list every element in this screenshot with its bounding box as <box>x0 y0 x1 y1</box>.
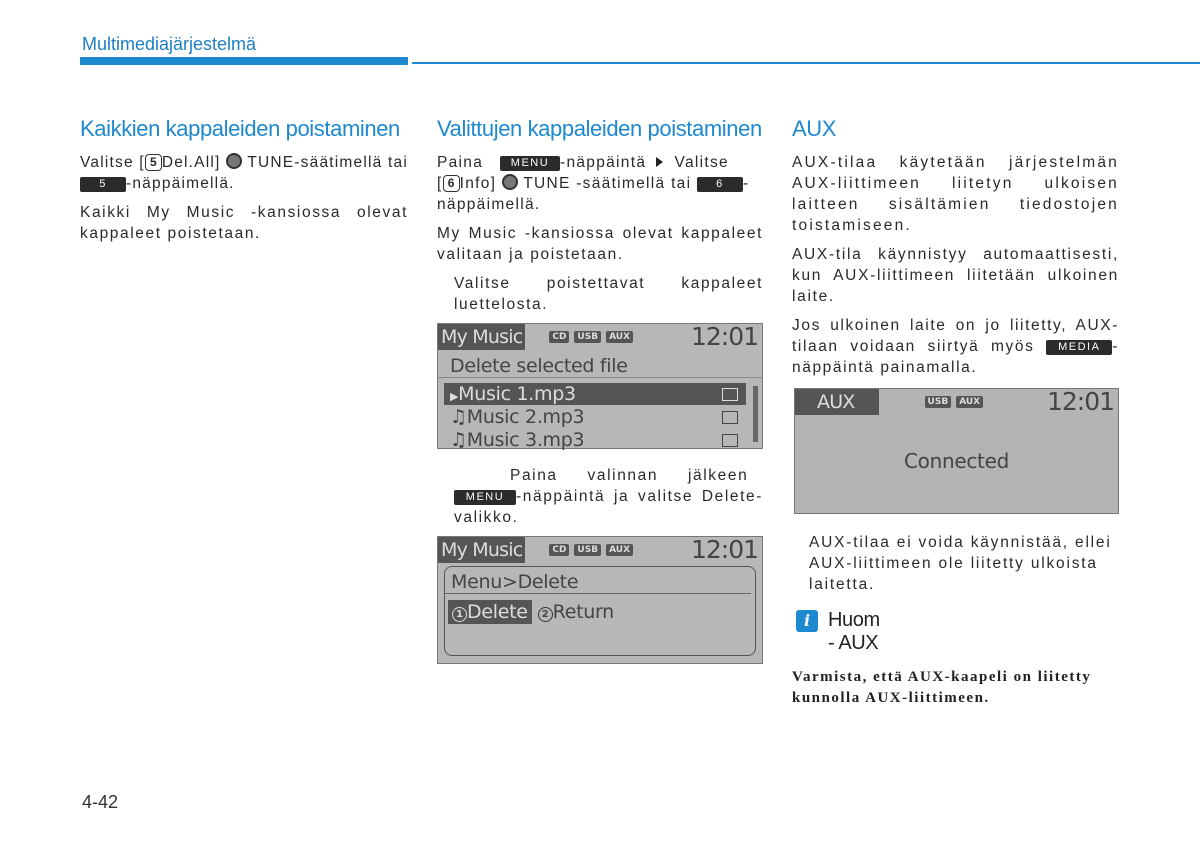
checkbox-icon <box>722 388 738 401</box>
text: Valitse <box>674 154 729 171</box>
button-5-icon: 5 <box>80 177 126 192</box>
paragraph-aux-intro: AUX-tilaa käytetään järjestelmän AUX-liittimeen liitetyn ulkoisen laitteen sisältämien tiedostojen toistamiseen. <box>792 154 1119 234</box>
text: -näppäintä ja valitse Delete-valikko. <box>454 488 763 526</box>
aux-status: Connected <box>904 449 1009 473</box>
text: näppäimellä. <box>437 196 541 213</box>
column-aux <box>792 116 1119 709</box>
text: TUNE-säätimellä <box>247 154 383 171</box>
page-number: 4-42 <box>82 792 119 812</box>
music-note-icon: ♫ <box>450 429 467 451</box>
media-button-icon: MEDIA <box>1046 340 1112 355</box>
screen-clock: 12:01 <box>690 535 758 564</box>
text: Jos ulkoinen laite on jo liitetty, AUX-tilaan voidaan siirtyä myös <box>792 317 1119 355</box>
scrollbar <box>753 386 758 442</box>
heading-aux: AUX <box>792 116 837 141</box>
info-icon: i <box>796 610 818 632</box>
screen-subtitle: Delete selected file <box>438 350 762 378</box>
paragraph-aux-media <box>792 315 1119 378</box>
menu-title: Menu>Delete <box>445 567 751 594</box>
menu-option-label: Return <box>552 601 614 623</box>
menu-option-label: Delete <box>467 601 528 623</box>
paragraph-aux-warning: AUX-tilaa ei voida käynnistää, ellei AUX-liittimeen ole liitetty ulkoista laitetta. <box>809 534 1112 593</box>
number-5-icon: 5 <box>145 154 162 171</box>
screen-title: My Music <box>438 324 525 350</box>
heading-delete-all: Kaikkien kappaleiden poistaminen <box>80 116 400 141</box>
screen-status-bar <box>438 537 762 563</box>
column-delete-selected <box>437 116 763 664</box>
usb-icon: USB <box>574 331 601 343</box>
tune-knob-icon <box>502 174 518 190</box>
cd-icon: CD <box>549 331 569 343</box>
note-text: Varmista, että AUX-kaapeli on liitetty kunnolla AUX-liittimeen. <box>792 669 1092 706</box>
text: -näppäintä <box>559 154 647 171</box>
column-delete-all <box>80 116 408 252</box>
screen-menu-delete <box>437 536 763 664</box>
list-item <box>444 429 746 451</box>
screen-title: AUX <box>795 389 879 415</box>
usb-icon: USB <box>925 396 952 408</box>
button-6-icon: 6 <box>697 177 743 192</box>
paragraph-delete-selected-step <box>437 152 763 215</box>
note-header <box>792 609 1119 632</box>
text: [ <box>437 175 443 192</box>
number-1-icon: 1 <box>452 607 467 622</box>
screen-status-bar <box>438 324 762 350</box>
note-subtitle: - AUX <box>828 632 879 654</box>
aux-icon: AUX <box>956 396 983 408</box>
text: Info] <box>459 175 497 192</box>
text: -näppäintä painamalla. <box>792 338 1119 376</box>
menu-popup <box>444 566 756 656</box>
heading-delete-selected: Valittujen kappaleiden poistaminen <box>437 116 762 141</box>
text: Paina <box>437 154 484 171</box>
cd-icon: CD <box>549 544 569 556</box>
text: Del.All] <box>161 154 221 171</box>
paragraph-delete-all-result: Kaikki My Music -kansiossa olevat kappaleet poistetaan. <box>80 204 408 242</box>
text: Paina valinnan jälkeen <box>510 467 749 484</box>
screen-delete-selected-file <box>437 323 763 449</box>
number-2-icon: 2 <box>538 607 553 622</box>
menu-button-icon: MENU <box>500 156 560 171</box>
tune-knob-icon <box>226 153 242 169</box>
text: -näppäimellä. <box>126 175 235 192</box>
aux-icon: AUX <box>606 331 633 343</box>
paragraph-delete-selected-info: My Music -kansiossa olevat kappaleet valitaan ja poistetaan. <box>437 225 763 263</box>
list-item <box>444 383 746 405</box>
menu-button-icon: MENU <box>454 490 516 505</box>
list-item <box>444 406 746 428</box>
text: - <box>742 175 750 192</box>
header-rule <box>412 62 1200 64</box>
list-item-label: Music 2.mp3 <box>466 406 585 428</box>
screen-clock: 12:01 <box>1046 387 1114 416</box>
menu-options <box>445 600 755 624</box>
screen-aux-connected <box>794 388 1119 514</box>
section-title: Multimediajärjestelmä <box>82 34 257 54</box>
text: tai <box>388 154 408 171</box>
menu-option-return <box>538 601 614 623</box>
paragraph-menu-delete <box>437 465 763 528</box>
checkbox-icon <box>722 434 738 447</box>
paragraph-aux-auto: AUX-tila käynnistyy automaattisesti, kun AUX-liittimeen liitetään ulkoinen laite. <box>792 246 1119 305</box>
header-accent-bar <box>80 57 408 65</box>
checkbox-icon <box>722 411 738 424</box>
screen-title: My Music <box>438 537 525 563</box>
screen-status-bar <box>795 389 1118 415</box>
paragraph-delete-all-step <box>80 152 408 194</box>
number-6-icon: 6 <box>443 175 460 192</box>
menu-option-delete <box>448 600 532 624</box>
paragraph-select-files: Valitse poistettavat kappaleet luettelosta. <box>454 275 763 313</box>
screen-clock: 12:01 <box>690 322 758 351</box>
note-title: Huom <box>828 609 880 631</box>
usb-icon: USB <box>574 544 601 556</box>
music-note-icon: ♫ <box>450 406 467 428</box>
text: Valitse [ <box>80 154 145 171</box>
list-item-label: Music 1.mp3 <box>458 383 576 405</box>
list-item-label: Music 3.mp3 <box>466 429 585 451</box>
text: TUNE -säätimellä tai <box>523 175 692 192</box>
play-arrow-icon: ▶ <box>450 390 459 403</box>
arrow-right-icon <box>656 157 663 167</box>
aux-icon: AUX <box>606 544 633 556</box>
